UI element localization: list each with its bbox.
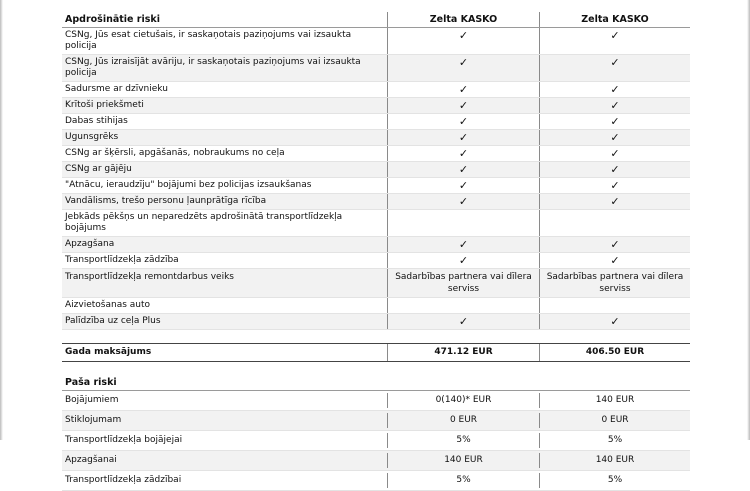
check-icon: ✓ [539, 146, 690, 161]
table-row [62, 298, 690, 314]
empty-cell [539, 298, 690, 313]
check-icon: ✓ [387, 178, 539, 193]
empty-cell [539, 375, 690, 390]
table-row [62, 194, 690, 210]
table-row [62, 314, 690, 330]
spacer [62, 330, 690, 343]
annual-payment-label: Gada maksājums [65, 347, 152, 357]
risk-label: CSNg ar gājēju [65, 164, 132, 174]
check-icon: ✓ [539, 194, 690, 209]
empty-cell [387, 210, 539, 236]
table-row [62, 130, 690, 146]
page-edge-left [0, 0, 3, 440]
table-row [62, 237, 690, 253]
check-icon: ✓ [539, 130, 690, 145]
check-icon: ✓ [387, 314, 539, 329]
table-row [62, 146, 690, 162]
spacer [62, 362, 690, 375]
own-risk-label: Stiklojumam [65, 415, 122, 425]
risk-label: Sadursme ar dzīvnieku [65, 84, 168, 94]
own-risk-value: 0 EUR [539, 413, 690, 428]
header-risks: Apdrošinātie riski [65, 14, 160, 25]
table-row [62, 471, 690, 491]
risk-label: Krītoši priekšmeti [65, 100, 144, 110]
risk-label: Ugunsgrēks [65, 132, 119, 142]
risk-label: Palīdzība uz ceļa Plus [65, 316, 161, 326]
table-row [62, 411, 690, 431]
risk-label: Vandālisms, trešo personu ļaunprātīga rīcība [65, 196, 267, 206]
check-icon: ✓ [539, 253, 690, 268]
check-icon: ✓ [387, 98, 539, 113]
check-icon: ✓ [539, 314, 690, 329]
table-row [62, 178, 690, 194]
table-row [62, 55, 690, 82]
table-row [62, 269, 690, 298]
own-risk-value: 5% [387, 433, 539, 448]
own-risk-label: Apzagšanai [65, 455, 117, 465]
check-icon: ✓ [387, 130, 539, 145]
empty-cell [387, 375, 539, 390]
check-icon: ✓ [387, 114, 539, 129]
risk-label: CSNg ar šķērsli, apgāšanās, nobraukums no ceļa [65, 148, 285, 158]
risk-label: CSNg, Jūs esat cietušais, ir saskaņotais paziņojums vai izsaukta policija [65, 30, 352, 51]
repair-service-text: Sadarbības partnera vai dīlera serviss [539, 269, 690, 297]
check-icon: ✓ [387, 253, 539, 268]
check-icon: ✓ [387, 55, 539, 81]
own-risk-title: Paša riski [65, 377, 117, 388]
table-header-row [62, 12, 690, 28]
risk-label: Apzagšana [65, 239, 115, 249]
table-row [62, 82, 690, 98]
table-row [62, 210, 690, 237]
header-plan-2: Zelta KASKO [539, 12, 690, 27]
own-risk-value: 140 EUR [387, 453, 539, 468]
empty-cell [387, 298, 539, 313]
table-row [62, 253, 690, 269]
own-risk-label: Transportlīdzekļa zādzībai [65, 475, 182, 485]
header-plan-1: Zelta KASKO [387, 12, 539, 27]
check-icon: ✓ [539, 55, 690, 81]
check-icon: ✓ [539, 28, 690, 54]
table-row [62, 114, 690, 130]
own-risk-label: Transportlīdzekļa bojājejai [65, 435, 183, 445]
annual-payment-row [62, 343, 690, 362]
risk-label: "Atnācu, ieraudzīju" bojājumi bez policijas izsaukšanas [65, 180, 312, 190]
check-icon: ✓ [387, 146, 539, 161]
own-risk-value: 140 EUR [539, 393, 690, 408]
check-icon: ✓ [387, 82, 539, 97]
risk-label: Jebkāds pēkšņs un neparedzēts apdrošinātā transportlīdzekļa bojājums [65, 212, 343, 233]
check-icon: ✓ [539, 178, 690, 193]
own-risk-label: Bojājumiem [65, 395, 119, 405]
own-risk-value: 5% [387, 473, 539, 488]
own-risk-header-row [62, 375, 690, 391]
annual-payment-plan-2: 406.50 EUR [539, 344, 690, 361]
annual-payment-plan-1: 471.12 EUR [387, 344, 539, 361]
check-icon: ✓ [387, 194, 539, 209]
own-risk-value: 0(140)* EUR [387, 393, 539, 408]
risk-label: Transportlīdzekļa remontdarbus veiks [65, 272, 235, 282]
risk-label: Aizvietošanas auto [65, 300, 151, 310]
table-row [62, 28, 690, 55]
check-icon: ✓ [387, 162, 539, 177]
table-row [62, 391, 690, 411]
table-row [62, 162, 690, 178]
table-row [62, 451, 690, 471]
repair-service-text: Sadarbības partnera vai dīlera serviss [387, 269, 539, 297]
own-risk-table-body [62, 391, 690, 491]
check-icon: ✓ [387, 237, 539, 252]
table-row [62, 98, 690, 114]
empty-cell [539, 210, 690, 236]
own-risk-value: 140 EUR [539, 453, 690, 468]
check-icon: ✓ [539, 82, 690, 97]
own-risk-value: 5% [539, 473, 690, 488]
check-icon: ✓ [539, 237, 690, 252]
risk-label: CSNg, Jūs izraisījāt avāriju, ir saskaņotais paziņojums vai izsaukta policija [65, 57, 361, 78]
check-icon: ✓ [539, 98, 690, 113]
risk-label: Dabas stihijas [65, 116, 128, 126]
insurance-comparison-document [62, 12, 690, 491]
risks-table-body [62, 28, 690, 330]
check-icon: ✓ [539, 162, 690, 177]
own-risk-value: 0 EUR [387, 413, 539, 428]
risk-label: Transportlīdzekļa zādzība [65, 255, 179, 265]
check-icon: ✓ [387, 28, 539, 54]
own-risk-value: 5% [539, 433, 690, 448]
check-icon: ✓ [539, 114, 690, 129]
table-row [62, 431, 690, 451]
